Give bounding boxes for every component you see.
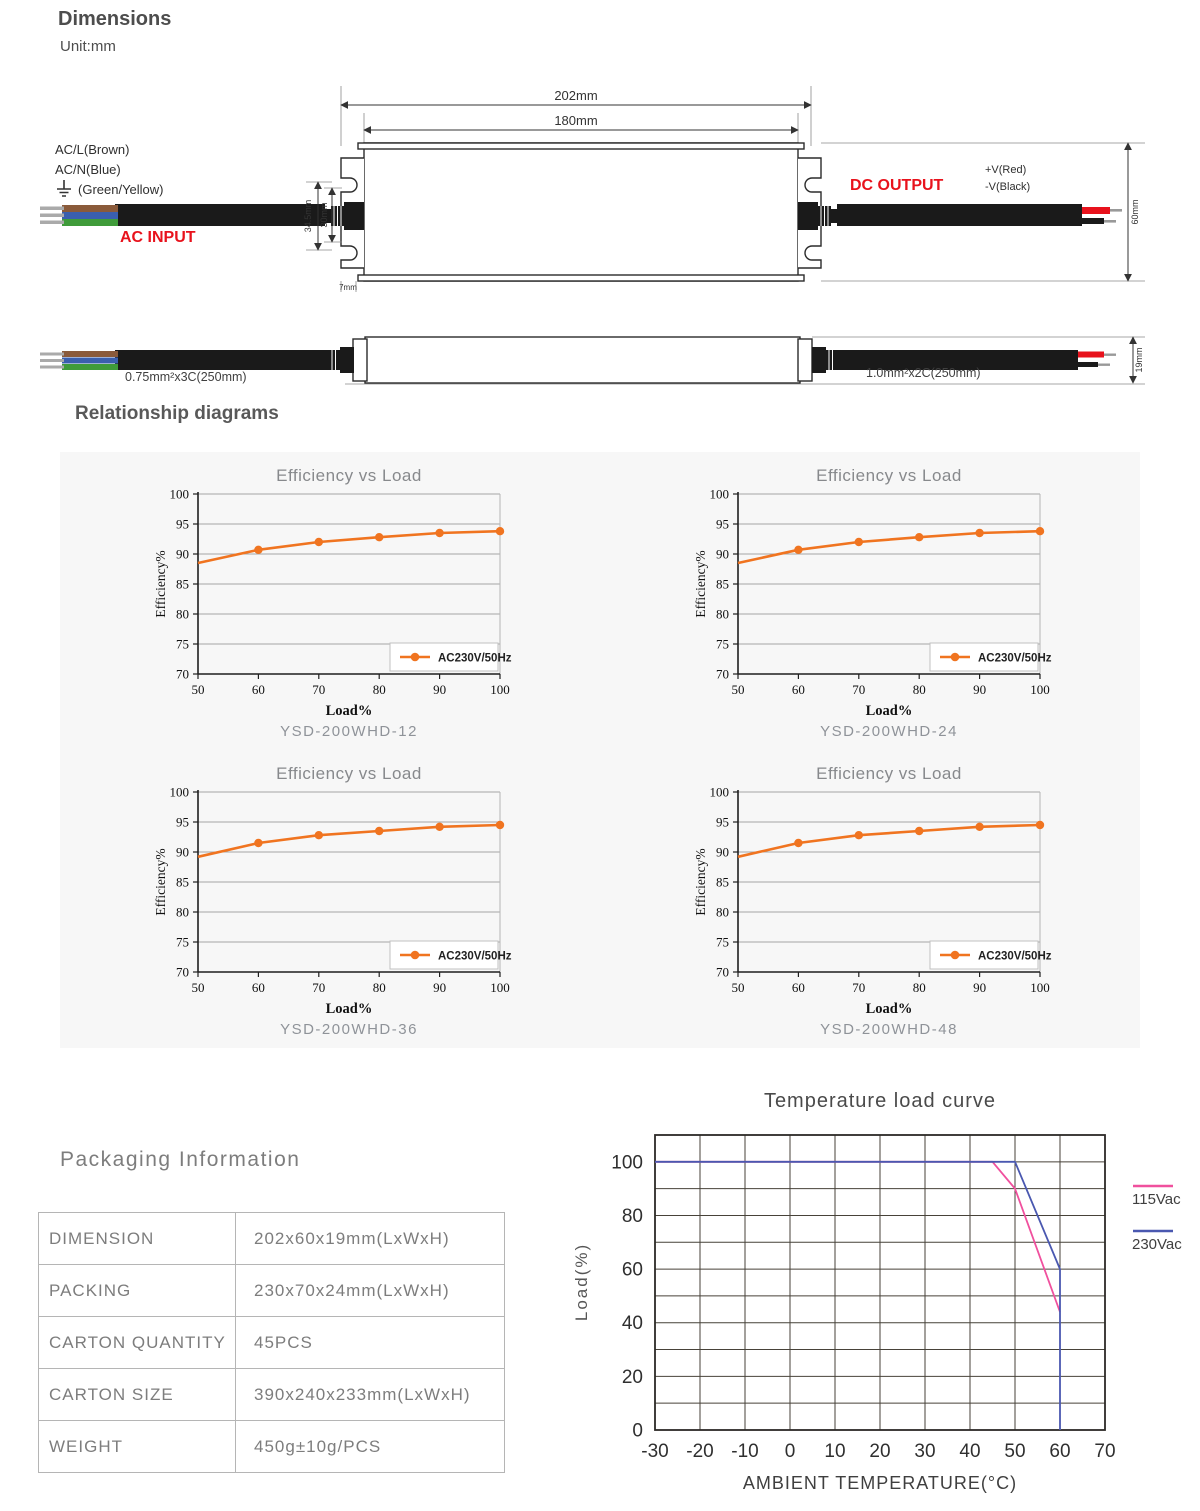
svg-text:-30: -30: [641, 1441, 669, 1462]
svg-text:70: 70: [312, 980, 326, 995]
svg-text:85: 85: [176, 874, 189, 890]
svg-text:20: 20: [869, 1441, 891, 1462]
svg-text:YSD-200WHD-36: YSD-200WHD-36: [280, 1021, 418, 1038]
svg-text:Efficiency vs Load: Efficiency vs Load: [816, 764, 962, 783]
efficiency-chart-12: [60, 452, 600, 750]
label-dc-output: DC OUTPUT: [850, 177, 944, 194]
svg-text:80: 80: [372, 682, 386, 697]
packaging-title: Packaging Information: [60, 1148, 301, 1171]
svg-text:Load%: Load%: [865, 1001, 913, 1017]
svg-text:90: 90: [973, 682, 987, 697]
driver-body: [364, 143, 798, 281]
svg-text:100: 100: [490, 682, 510, 697]
packaging-row-label: PACKING: [39, 1265, 236, 1317]
svg-text:70: 70: [716, 666, 729, 682]
svg-text:85: 85: [176, 576, 189, 592]
packaging-row-label: CARTON SIZE: [39, 1369, 236, 1421]
svg-text:60: 60: [791, 682, 805, 697]
svg-text:100: 100: [169, 486, 189, 502]
cable-gland-left: [344, 202, 364, 230]
dim-60mm: 60mm: [1130, 199, 1140, 225]
svg-text:90: 90: [716, 546, 729, 562]
dimension-drawing-front: [0, 78, 1200, 310]
svg-text:90: 90: [176, 844, 189, 860]
svg-text:70: 70: [176, 666, 189, 682]
svg-text:90: 90: [716, 844, 729, 860]
efficiency-chart-48: [600, 750, 1140, 1048]
svg-text:50: 50: [731, 980, 745, 995]
dim-19mm: 19mm: [1134, 347, 1144, 373]
svg-text:70: 70: [176, 964, 189, 980]
svg-text:AMBIENT TEMPERATURE(°C): AMBIENT TEMPERATURE(°C): [742, 1473, 1018, 1493]
svg-text:Efficiency vs Load: Efficiency vs Load: [276, 764, 422, 783]
svg-text:95: 95: [716, 814, 729, 830]
table-row: [39, 1265, 505, 1317]
efficiency-charts-panel: [60, 452, 1140, 1048]
svg-text:90: 90: [433, 682, 447, 697]
packaging-row-label: CARTON QUANTITY: [39, 1317, 236, 1369]
earth-ground-icon: [57, 180, 71, 196]
svg-text:95: 95: [716, 516, 729, 532]
svg-text:70: 70: [312, 682, 326, 697]
svg-text:70: 70: [852, 682, 866, 697]
svg-text:80: 80: [912, 980, 926, 995]
svg-text:30: 30: [914, 1441, 936, 1462]
packaging-row-value: 45PCS: [236, 1317, 505, 1369]
svg-text:Load%: Load%: [325, 1001, 373, 1017]
efficiency-chart-24: [600, 452, 1140, 750]
label-input-cable-spec: 0.75mm²x3C(250mm): [125, 370, 247, 384]
svg-text:85: 85: [716, 874, 729, 890]
svg-text:75: 75: [716, 934, 729, 950]
svg-text:Efficiency%: Efficiency%: [693, 848, 708, 916]
svg-text:20: 20: [621, 1366, 643, 1388]
svg-text:Load(%): Load(%): [572, 1242, 591, 1322]
svg-text:Load%: Load%: [865, 703, 913, 719]
packaging-table: [38, 1212, 505, 1473]
svg-text:60: 60: [251, 980, 265, 995]
dimensions-title: Dimensions: [58, 8, 172, 30]
table-row: [39, 1213, 505, 1265]
svg-text:YSD-200WHD-12: YSD-200WHD-12: [280, 723, 418, 740]
svg-text:Load%: Load%: [325, 703, 373, 719]
svg-text:100: 100: [611, 1152, 643, 1174]
label-ac-input: AC INPUT: [120, 229, 196, 246]
svg-text:50: 50: [731, 682, 745, 697]
svg-text:100: 100: [709, 486, 729, 502]
svg-text:60: 60: [1049, 1441, 1071, 1462]
svg-text:70: 70: [852, 980, 866, 995]
svg-text:100: 100: [1030, 980, 1050, 995]
packaging-row-value: 230x70x24mm(LxWxH): [236, 1265, 505, 1317]
cable-gland-right: [798, 202, 818, 230]
svg-text:100: 100: [169, 784, 189, 800]
svg-text:80: 80: [176, 904, 189, 920]
svg-text:-10: -10: [731, 1441, 759, 1462]
packaging-row-value: 202x60x19mm(LxWxH): [236, 1213, 505, 1265]
svg-text:70: 70: [716, 964, 729, 980]
svg-text:100: 100: [709, 784, 729, 800]
svg-text:0: 0: [632, 1420, 643, 1442]
dim-30mm: 30mm: [319, 202, 329, 228]
svg-text:90: 90: [433, 980, 447, 995]
svg-text:AC230V/50Hz: AC230V/50Hz: [438, 950, 512, 963]
svg-text:75: 75: [716, 636, 729, 652]
svg-text:85: 85: [716, 576, 729, 592]
label-v-plus: +V(Red): [985, 164, 1027, 176]
packaging-row-value: 450g±10g/PCS: [236, 1421, 505, 1473]
driver-body-side: [365, 337, 800, 383]
label-ac-n: AC/N(Blue): [55, 162, 121, 177]
label-ac-l: AC/L(Brown): [55, 142, 130, 157]
svg-text:115Vac: 115Vac: [1132, 1191, 1181, 1208]
svg-text:AC230V/50Hz: AC230V/50Hz: [978, 950, 1052, 963]
svg-text:80: 80: [716, 606, 729, 622]
svg-text:75: 75: [176, 934, 189, 950]
svg-text:80: 80: [176, 606, 189, 622]
svg-text:70: 70: [1094, 1441, 1116, 1462]
svg-text:Efficiency%: Efficiency%: [693, 550, 708, 618]
svg-text:100: 100: [1030, 682, 1050, 697]
dim-180mm: 180mm: [554, 113, 598, 128]
svg-text:Efficiency%: Efficiency%: [153, 550, 168, 618]
svg-text:0: 0: [784, 1441, 796, 1462]
svg-text:10: 10: [824, 1441, 846, 1462]
temperature-load-chart: [555, 1085, 1200, 1511]
svg-text:60: 60: [251, 682, 265, 697]
label-v-minus: -V(Black): [985, 181, 1031, 193]
svg-text:Efficiency%: Efficiency%: [153, 848, 168, 916]
packaging-row-value: 390x240x233mm(LxWxH): [236, 1369, 505, 1421]
dimension-drawing-side: [0, 325, 1200, 400]
svg-text:80: 80: [912, 682, 926, 697]
dim-7mm: 7mm: [339, 283, 357, 292]
svg-text:100: 100: [490, 980, 510, 995]
svg-text:40: 40: [959, 1441, 981, 1462]
svg-text:90: 90: [973, 980, 987, 995]
packaging-row-label: WEIGHT: [39, 1421, 236, 1473]
ac-cable: [115, 204, 325, 226]
table-row: [39, 1317, 505, 1369]
svg-text:YSD-200WHD-24: YSD-200WHD-24: [820, 723, 958, 740]
svg-text:YSD-200WHD-48: YSD-200WHD-48: [820, 1021, 958, 1038]
table-row: [39, 1421, 505, 1473]
svg-text:50: 50: [1004, 1441, 1026, 1462]
efficiency-chart-36: [60, 750, 600, 1048]
svg-text:AC230V/50Hz: AC230V/50Hz: [978, 652, 1052, 665]
svg-text:75: 75: [176, 636, 189, 652]
svg-text:60: 60: [621, 1259, 643, 1281]
label-output-cable-spec: 1.0mm²x2C(250mm): [866, 366, 981, 380]
svg-text:40: 40: [621, 1313, 643, 1335]
svg-text:AC230V/50Hz: AC230V/50Hz: [438, 652, 512, 665]
label-ac-ground: (Green/Yellow): [78, 182, 164, 197]
dimensions-unit: Unit:mm: [60, 38, 116, 55]
table-row: [39, 1369, 505, 1421]
svg-text:90: 90: [176, 546, 189, 562]
svg-text:95: 95: [176, 516, 189, 532]
dc-cable: [837, 204, 1082, 226]
svg-text:60: 60: [791, 980, 805, 995]
svg-text:-20: -20: [686, 1441, 714, 1462]
svg-text:80: 80: [372, 980, 386, 995]
svg-text:95: 95: [176, 814, 189, 830]
relationship-title: Relationship diagrams: [75, 403, 279, 424]
svg-text:230Vac: 230Vac: [1132, 1236, 1182, 1253]
svg-text:80: 80: [621, 1205, 643, 1227]
svg-text:Temperature load curve: Temperature load curve: [763, 1090, 997, 1112]
svg-text:Efficiency vs Load: Efficiency vs Load: [816, 466, 962, 485]
svg-text:Efficiency vs Load: Efficiency vs Load: [276, 466, 422, 485]
svg-text:50: 50: [191, 980, 205, 995]
svg-text:50: 50: [191, 682, 205, 697]
dim-202mm: 202mm: [554, 88, 598, 103]
dim-34-5mm: 34.5mm: [303, 199, 313, 233]
svg-text:80: 80: [716, 904, 729, 920]
packaging-row-label: DIMENSION: [39, 1213, 236, 1265]
